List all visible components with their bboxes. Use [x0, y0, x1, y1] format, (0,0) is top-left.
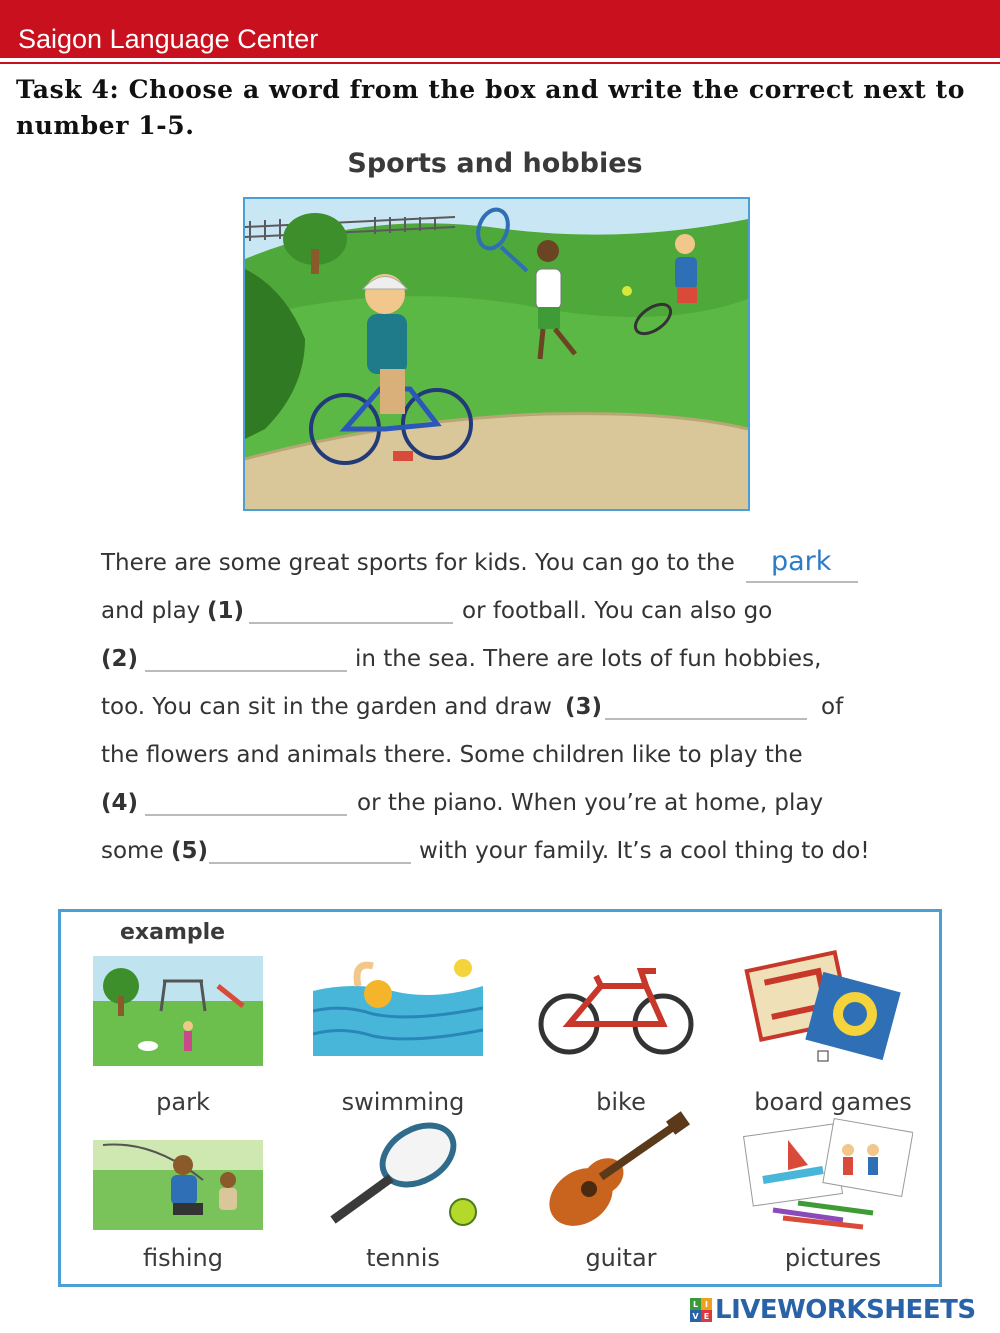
passage-line-1: [101, 546, 901, 584]
word-card-park: [73, 946, 273, 1131]
word-card-guitar: [511, 1110, 711, 1295]
header-divider-line: [0, 62, 1000, 64]
word-card-swimming: [293, 946, 493, 1131]
example-label: example: [120, 920, 226, 945]
answer-blank-5[interactable]: [209, 862, 411, 864]
park-picture-icon: [93, 946, 263, 1076]
passage-text: with your family. It’s a cool thing to do!: [419, 838, 870, 864]
answer-blank-4[interactable]: [145, 814, 347, 816]
blank-number: (1): [207, 598, 245, 624]
passage-line-5: [101, 742, 901, 776]
answer-blank-3[interactable]: [605, 718, 807, 720]
passage-text: in the sea. There are lots of fun hobbies,: [355, 646, 822, 672]
section-title: [0, 148, 1000, 179]
word-swimming: swimming: [341, 1088, 465, 1116]
passage-line-3: [101, 646, 901, 680]
word-card-bike: [511, 946, 711, 1131]
swimmer-picture-icon: [313, 946, 483, 1076]
passage-line-7: [101, 838, 901, 872]
passage-line-4: [101, 694, 901, 728]
word-card-fishing: [73, 1120, 273, 1305]
passage-text: or football. You can also go: [462, 598, 773, 624]
example-answer: park: [771, 546, 832, 577]
answer-blank-2[interactable]: [145, 670, 347, 672]
word-tennis: tennis: [366, 1244, 440, 1272]
bike-picture-icon: [531, 946, 701, 1076]
liveworksheets-brand: [690, 1293, 976, 1327]
passage-line-2: [101, 598, 901, 632]
word-card-tennis: [293, 1110, 493, 1295]
blank-number: (4): [101, 790, 139, 816]
passage-text: and play: [101, 598, 201, 624]
word-board-games: board games: [754, 1088, 912, 1116]
passage-text: too. You can sit in the garden and draw: [101, 694, 552, 720]
word-pictures: pictures: [784, 1244, 882, 1272]
answer-blank-1[interactable]: [249, 622, 453, 624]
word-bike: bike: [596, 1088, 646, 1116]
passage-line-6: [101, 790, 901, 824]
blank-number: (3): [565, 694, 603, 720]
center-name: Saigon Language Center: [18, 24, 319, 54]
fishing-picture-icon: [93, 1120, 263, 1250]
word-card-pictures: [723, 1110, 923, 1295]
word-card-board-games: [723, 946, 923, 1131]
example-blank: [746, 581, 858, 583]
board-game-picture-icon: [743, 946, 913, 1076]
section-title-text: Sports and hobbies: [347, 148, 643, 179]
park-scene-illustration: [243, 197, 750, 511]
blank-number: (2): [101, 646, 139, 672]
word-box: [58, 909, 942, 1287]
passage-text: There are some great sports for kids. You can go to the: [101, 550, 735, 576]
word-park: park: [156, 1088, 210, 1116]
word-fishing: fishing: [143, 1244, 223, 1272]
passage-text: the flowers and animals there. Some children like to play the: [101, 742, 803, 768]
passage-text: of: [821, 694, 844, 720]
guitar-picture-icon: [531, 1110, 701, 1240]
word-guitar: guitar: [585, 1244, 657, 1272]
passage-text: or the piano. When you’re at home, play: [357, 790, 824, 816]
passage-text: some: [101, 838, 164, 864]
liveworksheets-logo-icon: L I V E: [690, 1298, 712, 1322]
brand-name: LIVEWORKSHEETS: [715, 1295, 976, 1325]
drawings-picture-icon: [743, 1110, 913, 1240]
task-instruction: Task 4: Choose a word from the box and write the correct next to number 1-5.: [16, 75, 965, 140]
blank-number: (5): [171, 838, 209, 864]
tennis-racket-picture-icon: [313, 1110, 483, 1240]
